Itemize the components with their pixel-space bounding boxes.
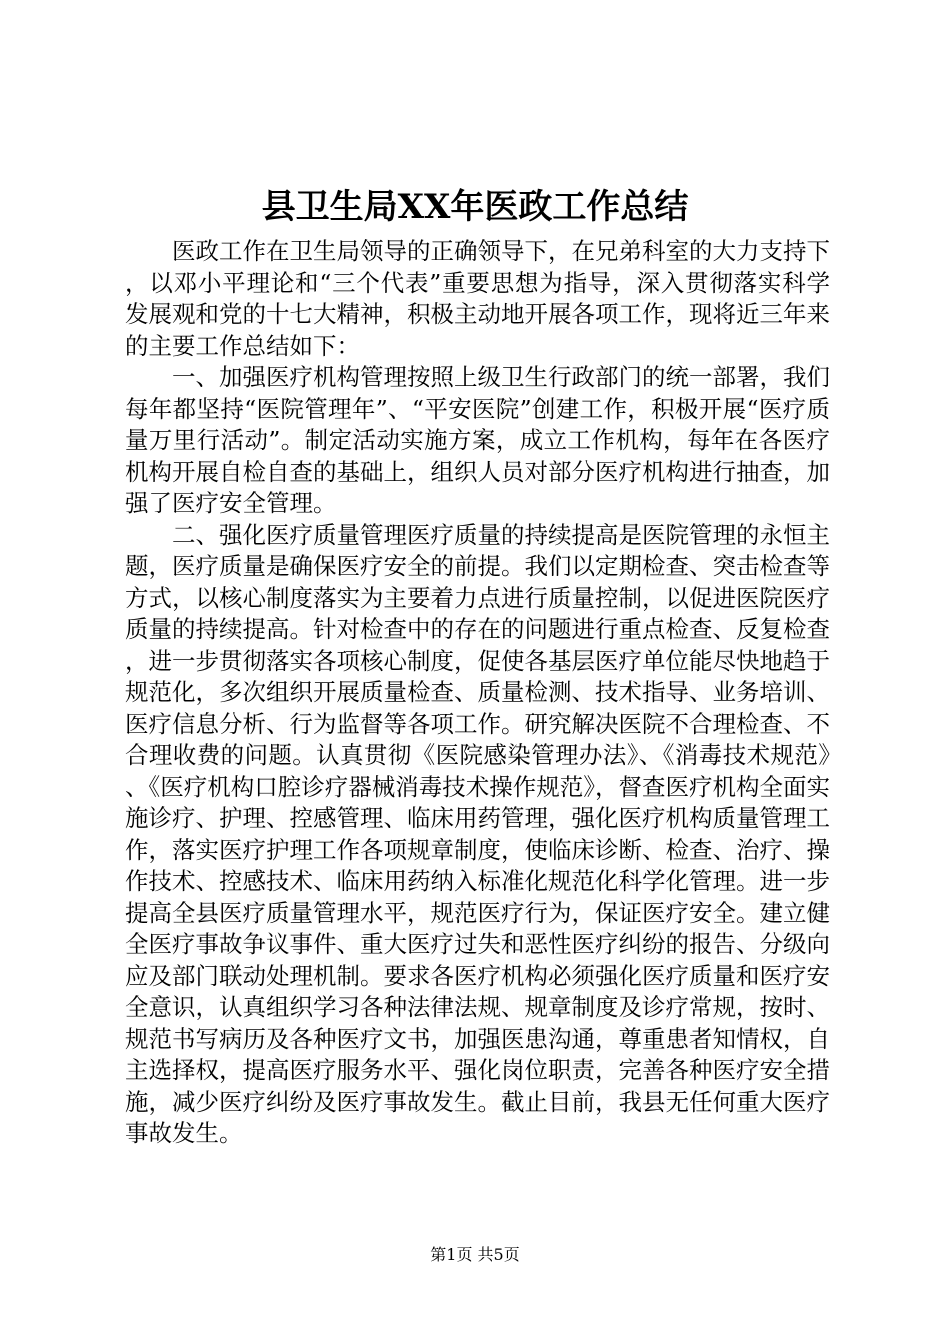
document-body [125, 236, 830, 1150]
paragraph-section-1: 一、加强医疗机构管理按照上级卫生行政部门的统一部署，我们每年都坚持“医院管理年”、“平安医院”创建工作，积极开展“医疗质量万里行活动”。制定活动实施方案，成立工作机构，每年在各医疗机构开展自检自查的基础上，组织人员对部分医疗机构进行抽查，加强了医疗安全管理。 [125, 363, 830, 517]
page-number-footer: 第1页 共5页 [430, 1245, 520, 1264]
paragraph-intro: 医政工作在卫生局领导的正确领导下，在兄弟科室的大力支持下，以邓小平理论和“三个代表”重要思想为指导，深入贯彻落实科学发展观和党的十七大精神，积极主动地开展各项工作，现将近三年来的主要工作总结如下： [125, 237, 830, 360]
document-title: 县卫生局XX年医政工作总结 [261, 187, 689, 227]
paragraph-section-2: 二、强化医疗质量管理医疗质量的持续提高是医院管理的永恒主题，医疗质量是确保医疗安全的前提。我们以定期检查、突击检查等方式，以核心制度落实为主要着力点进行质量控制，以促进医院医疗质量的持续提高。针对检查中的存在的问题进行重点检查、反复检查，进一步贯彻落实各项核心制度，促使各基层医疗单位能尽快地趋于规范化，多次组织开展质量检查、质量检测、技术指导、业务培训、医疗信息分析、行为监督等各项工作。研究解决医院不合理检查、不合理收费的问题。认真贯彻《医院感染管理办法》、《消毒技术规范》、《医疗机构口腔诊疗器械消毒技术操作规范》，督查医疗机构全面实施诊疗、护理、控感管理、临床用药管理，强化医疗机构质量管理工作，落实医疗护理工作各项规章制度，使临床诊断、检查、治疗、操作技术、控感技术、临床用药纳入标准化规范化科学化管理。进一步提高全县医疗质量管理水平，规范医疗行为，保证医疗安全。建立健全医疗事故争议事件、重大医疗过失和恶性医疗纠纷的报告、分级向应及部门联动处理机制。要求各医疗机构必须强化医疗质量和医疗安全意识，认真组织学习各种法律法规、规章制度及诊疗常规，按时、规范书写病历及各种医疗文书，加强医患沟通，尊重患者知情权，自主选择权，提高医疗服务水平、强化岗位职责，完善各种医疗安全措施，减少医疗纠纷及医疗事故发生。截止目前，我县无任何重大医疗事故发生。 [125, 520, 830, 1147]
